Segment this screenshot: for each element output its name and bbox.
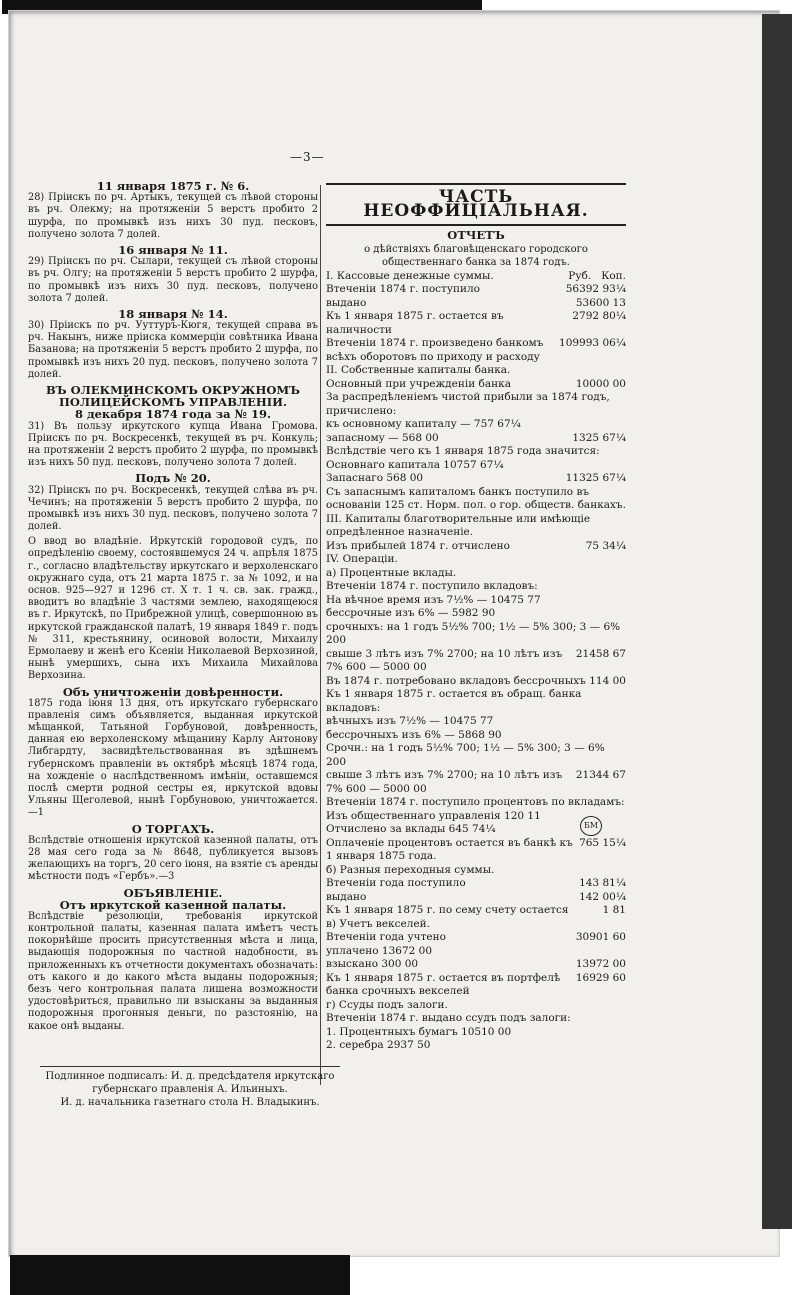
row-rub: 75	[585, 539, 600, 552]
footer-signature-1: Подлинное подписалъ: И. д. предсѣдателя иркутскаго губернскаго правленiя А. Ильиныхъ.	[45, 1071, 335, 1095]
report-row	[326, 769, 626, 796]
row-label: Основный при учрежденiи банка	[326, 377, 511, 390]
report-row	[326, 864, 626, 878]
title-rule	[326, 224, 626, 226]
row-label: запасному — 568 00	[326, 431, 439, 444]
report-row	[326, 972, 626, 999]
section-heading: ОБЪЯВЛЕНIЕ.	[123, 885, 223, 900]
row-kop: 60	[612, 931, 626, 943]
row-label: Срочн.: на 1 годъ 5½% 700; 1½ — 5% 300; 3 — 6% 200	[326, 742, 605, 768]
page-edge-right	[762, 14, 792, 1229]
report-row	[326, 391, 626, 418]
row-kop: 00	[612, 377, 626, 390]
right-column	[326, 180, 626, 1053]
row-label: Къ 1 января 1875 г. остается въ портфелѣ банка срочныхъ векселей	[326, 971, 561, 997]
report-row	[326, 540, 626, 554]
report-row	[326, 486, 626, 513]
section-heading: 11 января 1875 г. № 6.	[96, 179, 250, 193]
column-divider	[320, 185, 321, 1085]
row-label: вѣчныхъ изъ 7½% — 10475 77	[326, 715, 494, 727]
report-row	[326, 904, 626, 918]
row-label: Втеченiи года учтено	[326, 931, 446, 943]
paragraph: 28) Прiискъ по рч. Артыкъ, текущей съ лѣвой стороны въ рч. Олекму; на протяженiи 5 верстъ пробито 2 шурфа, по промывкѣ изъ нихъ 30 пуд. песковъ, получено золота 7 долей.	[28, 192, 318, 240]
row-label: Изъ общественнаго управленiя 120 11	[326, 809, 541, 822]
report-row	[326, 337, 626, 364]
row-rub: 142	[579, 890, 600, 903]
page-number: —3—	[290, 150, 325, 164]
row-label: Втеченiи года поступило	[326, 877, 466, 889]
section-heading: Объ уничтоженiи довѣренности.	[62, 684, 284, 699]
report-row	[326, 931, 626, 945]
row-rub: 13972	[575, 958, 610, 970]
report-row	[326, 891, 626, 905]
row-rub: 109993	[559, 337, 600, 349]
paragraph: 30) Прiискъ по рч. Ууттуръ-Кюгя, текущей справа въ рч. Накынъ, ниже прiиска коммерцiи совѣтника Ивана Базанова; на протяженiи 5 верстъ пробито 2 шурфа, по промывкѣ изъ нихъ 20 пуд. песковъ, получено золота 7 долей.	[28, 320, 318, 380]
footer	[40, 1063, 340, 1109]
section-heading: Подъ № 20.	[135, 471, 211, 486]
row-label: взыскано 300 00	[326, 958, 419, 970]
row-rub: 10000	[575, 377, 610, 390]
row-rub: 30901	[575, 931, 610, 943]
row-kop: 67	[612, 769, 626, 781]
row-kop: 06¼	[602, 337, 626, 349]
paragraph: Вслѣдствiе резолюцiи, требованiя иркутской контрольной палаты, казенная палата имѣетъ честь покорнѣйше просить присутственныя мѣста и лица, выдающiя подорожныя по частной надобности, въ приложенныхъ къ отчетности документахъ обозначать: отъ какого и до какого мѣста выданы подорожныя; безъ чего контрольная палата лишена возможности удостовѣриться, правильно ли взысканы за выданныя подорожныя прогонныя деньги, по разстоянiю, на какое онѣ выданы.	[28, 910, 318, 1032]
report-row	[326, 621, 626, 648]
row-kop: 60	[612, 971, 626, 984]
row-rub: 53600	[575, 296, 610, 309]
row-label: выдано	[326, 296, 367, 309]
report-row	[326, 297, 626, 311]
row-label: свыше 3 лѣтъ изъ 7% 2700; на 10 лѣтъ изъ 7% 600 — 5000 00	[326, 647, 563, 673]
report-row	[326, 513, 626, 540]
row-label: 2. серебра 2937 50	[326, 1039, 431, 1051]
report-row	[326, 580, 626, 594]
row-kop: 80¼	[602, 310, 626, 322]
row-label: Втеченiи 1874 г. произведено банкомъ всѣхъ оборотовъ по приходу и расходу	[326, 337, 544, 363]
row-label: Къ 1 января 1875 г. остается въ обращ. банка вкладовъ:	[326, 688, 582, 714]
section-heading: 16 января № 11.	[118, 242, 228, 257]
row-kop: 00	[612, 674, 626, 687]
report-row	[326, 945, 626, 959]
report-row	[326, 1026, 626, 1040]
col-kop-header: Коп.	[601, 269, 626, 282]
row-label: уплачено 13672 00	[326, 944, 433, 957]
row-label: Въ 1874 г. потребовано вкладовъ бессрочныхъ	[326, 674, 586, 687]
col-rub-header: Руб.	[568, 269, 592, 282]
top-rule	[326, 183, 626, 185]
row-label: Втеченiи 1874 г. поступило вкладовъ:	[326, 580, 538, 592]
page-edge-bottom	[10, 1255, 350, 1295]
report-row	[326, 715, 626, 729]
row-rub: 56392	[565, 283, 600, 295]
report-row	[326, 729, 626, 743]
row-rub: 765	[579, 836, 600, 849]
row-label: Съ запаснымъ капиталомъ банкъ поступило въ основанiи 125 ст. Норм. пол. о гор. обществ. банкахъ.	[326, 485, 626, 511]
row-rub: 21344	[575, 769, 610, 781]
report-title: ОТЧЕТЪ	[447, 228, 505, 242]
report-row	[326, 378, 626, 392]
paragraph: 29) Прiискъ по рч. Сылари, текущей съ лѣвой стороны въ рч. Олгу; на протяженiи 5 верстъ пробито 2 шурфа, по промывкѣ изъ нихъ 30 пуд. песковъ, получено золота 7 долей.	[28, 256, 318, 304]
report-row	[326, 877, 626, 891]
section-header	[326, 270, 626, 284]
row-rub: 1	[602, 904, 610, 916]
paragraph: 32) Прiискъ по рч. Воскресенкѣ, текущей слѣва въ рч. Чечинъ; на протяженiи 5 верстъ пробито 2 шурфа, по промывкѣ изъ нихъ 30 пуд. песковъ, получено золота 7 долей.	[28, 484, 318, 533]
section-heading: О ТОРГАХЪ.	[131, 821, 215, 836]
report-row	[326, 445, 626, 472]
row-kop: 93¼	[602, 283, 626, 295]
report-row	[326, 796, 626, 810]
report-row	[326, 958, 626, 972]
row-label: Вслѣдствiе чего къ 1 января 1875 года значится: Основнаго капитала 10757 67¼	[326, 445, 600, 471]
row-label: II. Собственные капиталы банка.	[326, 364, 511, 376]
row-label: На вѣчное время изъ 7½% — 10475 77	[326, 593, 541, 606]
row-label: Отчислено за вклады 645 74¼	[326, 823, 496, 835]
row-label: Запаснаго 568 00	[326, 472, 424, 484]
footer-signature-2: И. д. начальника газетнаго стола Н. Владыкинъ.	[60, 1097, 320, 1108]
row-label: б) Разныя переходныя суммы.	[326, 863, 495, 876]
section-heading: 18 января № 14.	[118, 306, 228, 321]
row-rub: 11325	[565, 472, 600, 484]
row-rub: 114	[589, 674, 610, 687]
report-row	[326, 1012, 626, 1026]
row-rub: 143	[579, 877, 600, 889]
report-row	[326, 918, 626, 932]
section-heading: Отъ иркутской казенной палаты.	[59, 897, 287, 912]
row-kop: 81¼	[602, 877, 626, 889]
row-label: бессрочныхъ изъ 6% — 5868 90	[326, 728, 502, 741]
report-rows	[326, 283, 626, 1053]
report-row	[326, 432, 626, 446]
paragraph: 1875 года iюня 13 дня, отъ иркутскаго губернскаго правленiя симъ объявляется, выданная иркутской мѣщанкой, Татьяной Горбуновой, довѣренность, данная ею верхоленскому мѣщанину Карлу Антонову Либгардту, засвидѣтельствованная въ здѣшнемъ губернскомъ правленiи въ октябрѣ мѣсяцѣ 1874 года, на хожденiе о наслѣдственномъ имѣнiи, оставшемся послѣ смерти родной сестры ея, иркутской вдовы Ульяны Щеголевой, нынѣ Горбуновою, уничтожается.—1	[28, 697, 318, 819]
row-rub: 2792	[572, 310, 600, 322]
report-subtitle: о дѣйствiяхъ благовѣщенскаго городского общественнаго банка за 1874 годъ.	[364, 243, 588, 268]
library-stamp: БМ	[580, 816, 602, 836]
row-rub: 16929	[575, 971, 610, 984]
row-label: IV. Операцiи.	[326, 553, 398, 565]
row-label: а) Процентные вклады.	[326, 566, 457, 579]
report-row	[326, 688, 626, 715]
report-row	[326, 472, 626, 486]
paragraph: О ввод во владѣнiе. Иркутскiй городовой судъ, по опредѣленiю своему, состоявшемуся 24 ч. апрѣля 1875 г., согласно владѣтельству иркутскаго и верхоленскаго окружнаго суда, отъ 21 марта 1875 г. за № 1092, и на основ. 925—927 и 1296 ст. X т. 1 ч. св. зак. гражд., вводитъ во владѣнiе 3 частями землею, находящеюся въ г. Иркутскѣ, по Прибрежной улицѣ, совершонною въ иркутской гражданской палатѣ, 19 января 1849 г. подъ № 311, крестьянину, осиновой волости, Михаилу Ермолаеву и женѣ его Ксенiи Николаевой Верхозиной, нынѣ умершихъ, сына ихъ Михаила Михайлова Верхозина.	[28, 536, 318, 682]
report-row	[326, 999, 626, 1013]
row-label: Втеченiи 1874 г. выдано ссудъ подъ залоги:	[326, 1012, 571, 1024]
row-rub: 21458	[575, 647, 610, 660]
row-label: Втеченiи 1874 г. поступило процентовъ по вкладамъ:	[326, 796, 625, 808]
report-row	[326, 418, 626, 432]
report-row	[326, 364, 626, 378]
left-column	[28, 180, 318, 1036]
row-kop: 67	[612, 647, 626, 660]
row-label: в) Учетъ векселей.	[326, 917, 430, 930]
row-kop: 81	[612, 904, 626, 916]
paragraph: 31) Въ пользу иркутского купца Ивана Громова. Прiискъ по рч. Воскресенкѣ, текущей въ рч. Конкуль; на протяженiи 2 верстъ пробито 2 шурфа, по промывкѣ изъ нихъ 50 пуд. песковъ, получено золота 7 долей.	[28, 420, 318, 469]
report-row	[326, 837, 626, 864]
report-row	[326, 648, 626, 675]
report-row	[326, 1039, 626, 1053]
report-row	[326, 594, 626, 608]
part-title: ЧАСТЬ НЕОФФИЦIАЛЬНАЯ.	[363, 187, 589, 221]
row-label: Къ 1 января 1875 г. остается въ наличности	[326, 310, 504, 336]
section-1-title: I. Кассовые денежные суммы.	[326, 269, 494, 282]
row-label: г) Ссуды подъ залоги.	[326, 998, 448, 1011]
row-kop: 67¼	[602, 472, 626, 484]
section-heading: ВЪ ОЛЕКМИНСКОМЪ ОКРУЖНОМЪ ПОЛИЦЕЙСКОМЪ УПРАВЛЕНIИ.	[45, 383, 301, 410]
report-row	[326, 607, 626, 621]
row-label: 1. Процентныхъ бумагъ 10510 00	[326, 1025, 512, 1038]
report-row	[326, 553, 626, 567]
row-label: III. Капиталы благотворительные или имѣющiе опредѣленное назначенiе.	[326, 512, 591, 538]
report-row	[326, 742, 626, 769]
row-label: Оплаченiе процентовъ остается въ банкѣ къ 1 января 1875 года.	[326, 836, 573, 862]
row-label: свыше 3 лѣтъ изъ 7% 2700; на 10 лѣтъ изъ 7% 600 — 5000 00	[326, 769, 563, 795]
report-row	[326, 675, 626, 689]
row-label: выдано	[326, 890, 367, 903]
report-row	[326, 310, 626, 337]
report-row	[326, 567, 626, 581]
row-kop: 67¼	[602, 431, 626, 444]
report-row	[326, 283, 626, 297]
row-rub: 1325	[572, 431, 600, 444]
row-kop: 00¼	[602, 890, 626, 903]
row-label: Изъ прибылей 1874 г. отчислено	[326, 539, 510, 552]
row-kop: 00	[612, 958, 626, 970]
row-label: къ основному капиталу — 757 67¼	[326, 418, 521, 430]
paragraph: Вслѣдствiе отношенiя иркутской казенной палаты, отъ 28 мая сего года за № 8648, публикуется вызовъ желающихъ на торгъ, 20 сего iюня, на взятiе съ аренды мѣстности подъ «Гербъ».—3	[28, 834, 318, 883]
row-kop: 15¼	[602, 836, 626, 849]
row-label: срочныхъ: на 1 годъ 5½% 700; 1½ — 5% 300; 3 — 6% 200	[326, 620, 621, 646]
row-label: Къ 1 января 1875 г. по сему счету остается	[326, 904, 569, 916]
row-label: За распредѣленiемъ чистой прибыли за 1874 годъ, причислено:	[326, 391, 610, 417]
row-label: бессрочные изъ 6% — 5982 90	[326, 607, 496, 619]
row-kop: 34¼	[602, 539, 626, 552]
row-label: Втеченiи 1874 г. поступило	[326, 283, 480, 295]
section-heading: 8 декабря 1874 года за № 19.	[74, 407, 272, 422]
row-kop: 13	[612, 296, 626, 309]
